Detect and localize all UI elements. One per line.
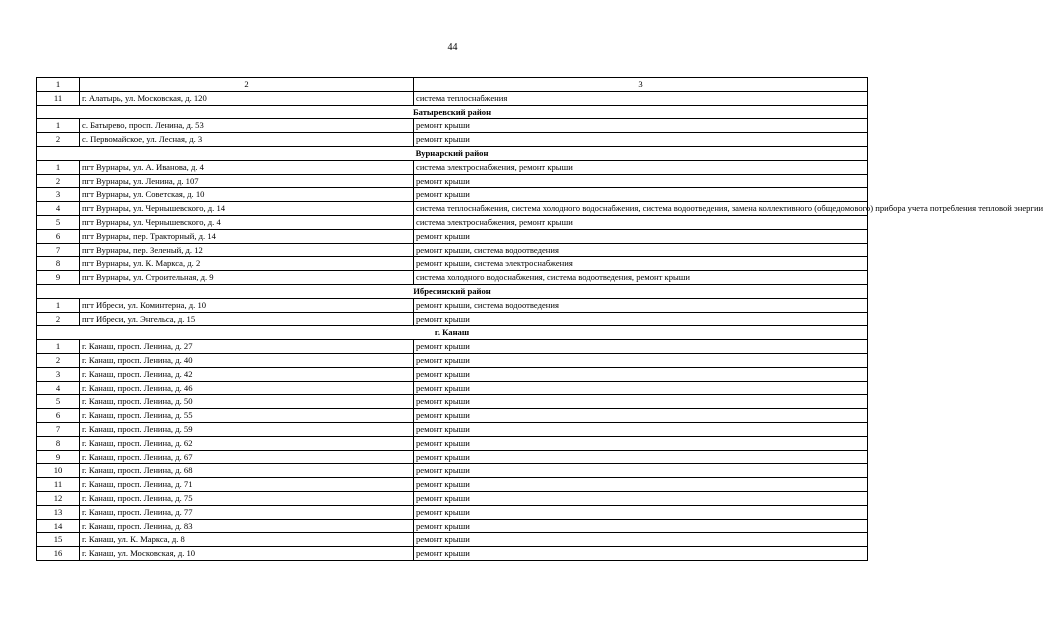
header-row xyxy=(37,78,868,92)
row-number: 2 xyxy=(37,133,80,147)
work-cell: система теплоснабжения, система холодного водоснабжения, система водоотведения, замена коллективного (общедомового) прибора учета потребления тепловой энергии xyxy=(414,202,868,216)
work-cell: ремонт крыши, система водоотведения xyxy=(414,298,868,312)
row-number: 14 xyxy=(37,519,80,533)
table-row xyxy=(37,215,868,229)
address-cell: пгт Вурнары, ул. Чернышевского, д. 4 xyxy=(80,215,414,229)
address-cell: г. Канаш, просп. Ленина, д. 59 xyxy=(80,422,414,436)
work-cell: ремонт крыши xyxy=(414,340,868,354)
address-cell: г. Канаш, просп. Ленина, д. 40 xyxy=(80,353,414,367)
row-number: 12 xyxy=(37,491,80,505)
work-cell: ремонт крыши xyxy=(414,505,868,519)
address-cell: г. Канаш, просп. Ленина, д. 67 xyxy=(80,450,414,464)
work-cell: ремонт крыши xyxy=(414,133,868,147)
work-cell: ремонт крыши, система электроснабжения xyxy=(414,257,868,271)
table-row xyxy=(37,174,868,188)
work-cell: ремонт крыши xyxy=(414,367,868,381)
table-row xyxy=(37,533,868,547)
row-number: 10 xyxy=(37,464,80,478)
work-cell: ремонт крыши xyxy=(414,395,868,409)
table-row xyxy=(37,547,868,561)
row-number: 13 xyxy=(37,505,80,519)
row-number: 3 xyxy=(37,188,80,202)
address-cell: г. Канаш, просп. Ленина, д. 46 xyxy=(80,381,414,395)
section-title: Ибресинский район xyxy=(37,284,868,298)
address-cell: г. Канаш, ул. Московская, д. 10 xyxy=(80,547,414,561)
work-cell: ремонт крыши xyxy=(414,450,868,464)
table-row xyxy=(37,271,868,285)
work-cell: ремонт крыши xyxy=(414,464,868,478)
table-row xyxy=(37,464,868,478)
address-cell: г. Канаш, просп. Ленина, д. 27 xyxy=(80,340,414,354)
address-cell: пгт Вурнары, ул. Строительная, д. 9 xyxy=(80,271,414,285)
table-row xyxy=(37,202,868,216)
address-cell: г. Канаш, просп. Ленина, д. 75 xyxy=(80,491,414,505)
table-row xyxy=(37,229,868,243)
table-row xyxy=(37,381,868,395)
table-row xyxy=(37,188,868,202)
row-number: 2 xyxy=(37,312,80,326)
row-number: 8 xyxy=(37,257,80,271)
address-cell: пгт Вурнары, ул. Советская, д. 10 xyxy=(80,188,414,202)
work-cell: ремонт крыши xyxy=(414,478,868,492)
address-cell: с. Батырево, просп. Ленина, д. 53 xyxy=(80,119,414,133)
address-cell: пгт Вурнары, ул. Ленина, д. 107 xyxy=(80,174,414,188)
address-cell: пгт Ибреси, ул. Энгельса, д. 15 xyxy=(80,312,414,326)
work-cell: ремонт крыши xyxy=(414,533,868,547)
table-row xyxy=(37,422,868,436)
table-row xyxy=(37,119,868,133)
row-number: 1 xyxy=(37,298,80,312)
row-number: 11 xyxy=(37,478,80,492)
row-number: 2 xyxy=(37,353,80,367)
table-row xyxy=(37,91,868,105)
row-number: 1 xyxy=(37,340,80,354)
row-number: 3 xyxy=(37,367,80,381)
section-row xyxy=(37,326,868,340)
address-cell: г. Канаш, просп. Ленина, д. 83 xyxy=(80,519,414,533)
row-number: 1 xyxy=(37,119,80,133)
section-row xyxy=(37,284,868,298)
section-row xyxy=(37,146,868,160)
address-cell: г. Канаш, просп. Ленина, д. 42 xyxy=(80,367,414,381)
section-title: Вурнарский район xyxy=(37,146,868,160)
work-cell: ремонт крыши xyxy=(414,491,868,505)
table-row xyxy=(37,450,868,464)
table-row xyxy=(37,367,868,381)
address-cell: пгт Вурнары, пер. Тракторный, д. 14 xyxy=(80,229,414,243)
row-number: 5 xyxy=(37,215,80,229)
repair-table xyxy=(36,77,1043,561)
table-row xyxy=(37,409,868,423)
address-cell: с. Первомайское, ул. Лесная, д. 3 xyxy=(80,133,414,147)
work-cell: ремонт крыши xyxy=(414,547,868,561)
row-number: 15 xyxy=(37,533,80,547)
table-row xyxy=(37,436,868,450)
address-cell: пгт Вурнары, ул. Чернышевского, д. 14 xyxy=(80,202,414,216)
table-row xyxy=(37,340,868,354)
section-title: г. Канаш xyxy=(37,326,868,340)
table-row xyxy=(37,298,868,312)
row-number: 2 xyxy=(37,174,80,188)
section-row xyxy=(37,105,868,119)
table-row xyxy=(37,353,868,367)
table-row xyxy=(37,491,868,505)
work-cell: ремонт крыши xyxy=(414,519,868,533)
table-row xyxy=(37,160,868,174)
section-title: Батыревский район xyxy=(37,105,868,119)
header-cell-1: 1 xyxy=(37,78,80,92)
work-cell: ремонт крыши xyxy=(414,436,868,450)
work-cell: ремонт крыши xyxy=(414,229,868,243)
work-cell: система холодного водоснабжения, система водоотведения, ремонт крыши xyxy=(414,271,868,285)
table-row xyxy=(37,133,868,147)
address-cell: пгт Вурнары, ул. А. Иванова, д. 4 xyxy=(80,160,414,174)
work-cell: система теплоснабжения xyxy=(414,91,868,105)
table-body xyxy=(37,78,1043,561)
row-number: 9 xyxy=(37,450,80,464)
row-number: 1 xyxy=(37,160,80,174)
row-number: 4 xyxy=(37,202,80,216)
address-cell: пгт Вурнары, ул. К. Маркса, д. 2 xyxy=(80,257,414,271)
header-cell-3: 3 xyxy=(414,78,868,92)
row-number: 7 xyxy=(37,422,80,436)
row-number: 6 xyxy=(37,229,80,243)
address-cell: г. Канаш, просп. Ленина, д. 50 xyxy=(80,395,414,409)
header-cell-2: 2 xyxy=(80,78,414,92)
row-number: 8 xyxy=(37,436,80,450)
work-cell: ремонт крыши xyxy=(414,422,868,436)
address-cell: г. Канаш, просп. Ленина, д. 71 xyxy=(80,478,414,492)
work-cell: ремонт крыши xyxy=(414,409,868,423)
work-cell: система электроснабжения, ремонт крыши xyxy=(414,215,868,229)
address-cell: пгт Вурнары, пер. Зеленый, д. 12 xyxy=(80,243,414,257)
work-cell: ремонт крыши xyxy=(414,381,868,395)
work-cell: ремонт крыши xyxy=(414,119,868,133)
row-number: 16 xyxy=(37,547,80,561)
address-cell: г. Канаш, просп. Ленина, д. 62 xyxy=(80,436,414,450)
table-row xyxy=(37,519,868,533)
table-row xyxy=(37,257,868,271)
work-cell: ремонт крыши, система водоотведения xyxy=(414,243,868,257)
row-number: 5 xyxy=(37,395,80,409)
address-cell: пгт Ибреси, ул. Коминтерна, д. 10 xyxy=(80,298,414,312)
table-row xyxy=(37,312,868,326)
address-cell: г. Алатырь, ул. Московская, д. 120 xyxy=(80,91,414,105)
address-cell: г. Канаш, просп. Ленина, д. 77 xyxy=(80,505,414,519)
table-row xyxy=(37,243,868,257)
page-number: 44 xyxy=(447,42,458,53)
work-cell: ремонт крыши xyxy=(414,312,868,326)
row-number: 11 xyxy=(37,91,80,105)
table-row xyxy=(37,505,868,519)
table-row xyxy=(37,395,868,409)
work-cell: ремонт крыши xyxy=(414,353,868,367)
work-cell: система электроснабжения, ремонт крыши xyxy=(414,160,868,174)
address-cell: г. Канаш, ул. К. Маркса, д. 8 xyxy=(80,533,414,547)
row-number: 9 xyxy=(37,271,80,285)
address-cell: г. Канаш, просп. Ленина, д. 55 xyxy=(80,409,414,423)
row-number: 7 xyxy=(37,243,80,257)
address-cell: г. Канаш, просп. Ленина, д. 68 xyxy=(80,464,414,478)
work-cell: ремонт крыши xyxy=(414,174,868,188)
work-cell: ремонт крыши xyxy=(414,188,868,202)
row-number: 4 xyxy=(37,381,80,395)
row-number: 6 xyxy=(37,409,80,423)
table-row xyxy=(37,478,868,492)
